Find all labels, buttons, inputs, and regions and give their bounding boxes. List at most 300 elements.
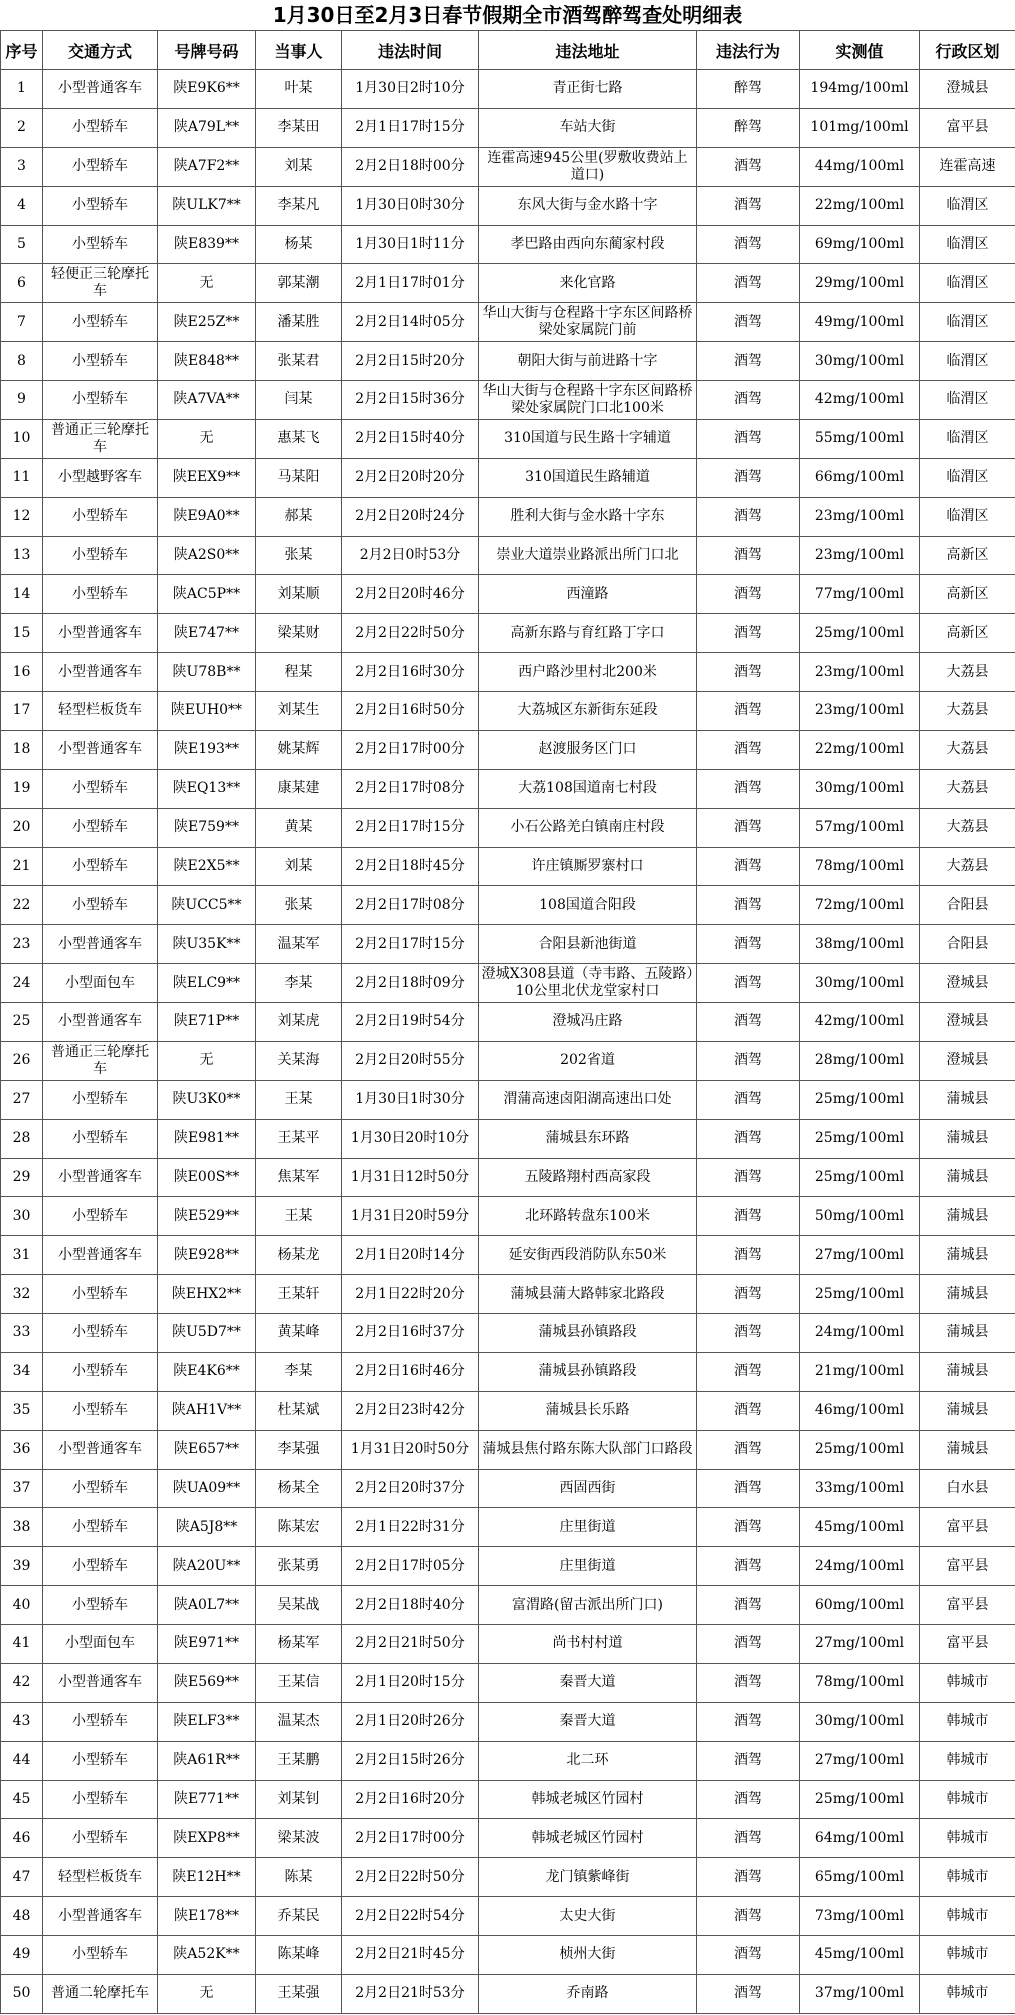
cell-vehicle-type	[43, 70, 158, 109]
cell-index: 3	[1, 147, 43, 186]
cell-district: 合阳县	[920, 886, 1015, 925]
cell-violation-address-text: 华山大街与仓程路十字东区间路桥梁处家属院门前	[482, 305, 693, 339]
table-row	[1, 1469, 1015, 1508]
cell-party: 王某平	[256, 1119, 342, 1158]
cell-vehicle-type-text: 小型轿车	[72, 119, 128, 136]
cell-plate-number: 陕E178**	[158, 1897, 256, 1936]
cell-party: 陈某峰	[256, 1936, 342, 1975]
page-title: 1月30日至2月3日春节假期全市酒驾醉驾查处明细表	[272, 3, 743, 27]
cell-violation-address	[479, 1780, 697, 1819]
cell-measured-value: 37mg/100ml	[800, 1974, 920, 2013]
cell-vehicle-type	[43, 1158, 158, 1197]
cell-violation-address-text: 澄城X308县道（寺韦路、五陵路）10公里北伏龙堂家村口	[481, 966, 694, 1000]
cell-violation-behavior: 醉驾	[697, 108, 800, 147]
cell-measured-value: 30mg/100ml	[800, 769, 920, 808]
table-row	[1, 1936, 1015, 1975]
cell-index: 39	[1, 1547, 43, 1586]
cell-violation-behavior: 酒驾	[697, 730, 800, 769]
cell-index: 30	[1, 1197, 43, 1236]
cell-measured-value: 60mg/100ml	[800, 1586, 920, 1625]
cell-vehicle-type-text: 普通正三轮摩托车	[51, 421, 149, 455]
cell-party: 王某	[256, 1197, 342, 1236]
cell-vehicle-type	[43, 730, 158, 769]
cell-party: 张某君	[256, 342, 342, 381]
cell-plate-number: 无	[158, 1041, 256, 1080]
cell-district: 临渭区	[920, 303, 1015, 342]
cell-violation-address	[479, 1663, 697, 1702]
cell-vehicle-type	[43, 1625, 158, 1664]
cell-vehicle-type-text: 小型轿车	[72, 158, 128, 175]
cell-violation-address	[479, 886, 697, 925]
cell-district: 临渭区	[920, 381, 1015, 420]
header-plate-number: 号牌号码	[158, 31, 256, 70]
cell-measured-value: 25mg/100ml	[800, 1780, 920, 1819]
table-row	[1, 1547, 1015, 1586]
cell-index: 46	[1, 1819, 43, 1858]
cell-vehicle-type	[43, 1314, 158, 1353]
cell-measured-value: 23mg/100ml	[800, 497, 920, 536]
cell-violation-address-text: 澄城冯庄路	[552, 1013, 623, 1030]
cell-vehicle-type-text: 小型轿车	[72, 1790, 128, 1807]
cell-violation-behavior: 酒驾	[697, 147, 800, 186]
cell-violation-time: 2月2日15时40分	[342, 419, 479, 458]
cell-party: 潘某胜	[256, 303, 342, 342]
cell-measured-value: 21mg/100ml	[800, 1352, 920, 1391]
cell-measured-value: 65mg/100ml	[800, 1858, 920, 1897]
cell-violation-behavior: 酒驾	[697, 808, 800, 847]
cell-party: 惠某飞	[256, 419, 342, 458]
cell-violation-address	[479, 1508, 697, 1547]
cell-party: 刘某	[256, 147, 342, 186]
table-row	[1, 342, 1015, 381]
cell-vehicle-type-text: 轻型栏板货车	[58, 1868, 142, 1885]
cell-violation-time: 2月2日22时50分	[342, 1858, 479, 1897]
cell-measured-value: 33mg/100ml	[800, 1469, 920, 1508]
cell-violation-time: 2月2日16时46分	[342, 1352, 479, 1391]
cell-measured-value: 23mg/100ml	[800, 653, 920, 692]
cell-vehicle-type	[43, 1430, 158, 1469]
cell-violation-behavior: 酒驾	[697, 1158, 800, 1197]
table-row	[1, 730, 1015, 769]
cell-vehicle-type-text: 小型轿车	[72, 1091, 128, 1108]
cell-violation-address	[479, 1974, 697, 2013]
cell-violation-time: 2月1日17时01分	[342, 264, 479, 303]
cell-plate-number: 陕E12H**	[158, 1858, 256, 1897]
header-party: 当事人	[256, 31, 342, 70]
cell-district: 蒲城县	[920, 1275, 1015, 1314]
cell-vehicle-type	[43, 1586, 158, 1625]
cell-district: 富平县	[920, 1625, 1015, 1664]
cell-violation-address-text: 龙门镇紫峰街	[545, 1868, 630, 1885]
cell-party: 姚某辉	[256, 730, 342, 769]
cell-vehicle-type	[43, 147, 158, 186]
cell-party: 张某	[256, 536, 342, 575]
cell-vehicle-type-text: 小型普通客车	[58, 1674, 142, 1691]
cell-measured-value: 69mg/100ml	[800, 225, 920, 264]
cell-measured-value: 57mg/100ml	[800, 808, 920, 847]
cell-party: 杨某龙	[256, 1236, 342, 1275]
cell-plate-number: 陕E4K6**	[158, 1352, 256, 1391]
cell-violation-address	[479, 381, 697, 420]
cell-violation-address	[479, 147, 697, 186]
cell-violation-address-text: 乔南路	[566, 1985, 609, 2002]
cell-violation-address-text: 西户路沙里村北200米	[518, 663, 657, 680]
cell-vehicle-type	[43, 1780, 158, 1819]
cell-party: 杨某	[256, 225, 342, 264]
cell-violation-address-text: 大荔城区东新街东延段	[517, 702, 658, 719]
cell-vehicle-type-text: 小型轿车	[72, 1324, 128, 1341]
cell-plate-number: 陕EEX9**	[158, 458, 256, 497]
header-vehicle-type: 交通方式	[43, 31, 158, 70]
cell-violation-address-text: 韩城老城区竹园村	[531, 1790, 644, 1807]
cell-district: 大荔县	[920, 653, 1015, 692]
cell-index: 42	[1, 1663, 43, 1702]
cell-vehicle-type	[43, 1547, 158, 1586]
cell-violation-behavior: 酒驾	[697, 536, 800, 575]
cell-party: 温某军	[256, 925, 342, 964]
cell-index: 21	[1, 847, 43, 886]
cell-violation-time: 2月2日17时08分	[342, 886, 479, 925]
cell-violation-address	[479, 1897, 697, 1936]
cell-violation-address	[479, 108, 697, 147]
table-row	[1, 225, 1015, 264]
cell-violation-address-text: 许庄镇厮罗寨村口	[531, 857, 644, 874]
cell-plate-number: 陕E529**	[158, 1197, 256, 1236]
table-header-row	[1, 31, 1015, 70]
cell-violation-time: 2月2日18时09分	[342, 964, 479, 1003]
cell-violation-time: 2月2日0时53分	[342, 536, 479, 575]
cell-violation-address-text: 富渭路(留古派出所门口)	[512, 1596, 663, 1613]
cell-violation-address	[479, 1702, 697, 1741]
cell-violation-address-text: 小石公路羌白镇南庄村段	[510, 819, 665, 836]
cell-party: 杜某斌	[256, 1391, 342, 1430]
cell-district: 蒲城县	[920, 1352, 1015, 1391]
table-row	[1, 381, 1015, 420]
cell-violation-behavior: 酒驾	[697, 1003, 800, 1042]
cell-vehicle-type-text: 轻便正三轮摩托车	[51, 266, 149, 300]
cell-violation-behavior: 酒驾	[697, 692, 800, 731]
cell-plate-number: 陕A5J8**	[158, 1508, 256, 1547]
table-row	[1, 847, 1015, 886]
cell-violation-time: 2月2日21时53分	[342, 1974, 479, 2013]
cell-plate-number: 陕U3K0**	[158, 1080, 256, 1119]
cell-violation-address	[479, 1391, 697, 1430]
cell-violation-time: 2月2日21时50分	[342, 1625, 479, 1664]
cell-plate-number: 陕E25Z**	[158, 303, 256, 342]
cell-violation-address-text: 蒲城县蒲大路韩家北路段	[510, 1285, 665, 1302]
cell-plate-number: 无	[158, 1974, 256, 2013]
cell-measured-value: 66mg/100ml	[800, 458, 920, 497]
cell-violation-address-text: 崇业大道崇业路派出所门口北	[496, 546, 679, 563]
cell-measured-value: 45mg/100ml	[800, 1508, 920, 1547]
cell-violation-time: 2月2日19时54分	[342, 1003, 479, 1042]
cell-plate-number: 陕E981**	[158, 1119, 256, 1158]
cell-vehicle-type	[43, 1352, 158, 1391]
cell-violation-address-text: 310国道与民生路十字辅道	[504, 430, 671, 447]
cell-violation-time: 2月1日22时31分	[342, 1508, 479, 1547]
cell-district: 蒲城县	[920, 1119, 1015, 1158]
cell-violation-address	[479, 964, 697, 1003]
cell-measured-value: 24mg/100ml	[800, 1314, 920, 1353]
cell-index: 12	[1, 497, 43, 536]
cell-party: 李某	[256, 1352, 342, 1391]
cell-index: 16	[1, 653, 43, 692]
cell-plate-number: 陕UA09**	[158, 1469, 256, 1508]
cell-vehicle-type	[43, 1897, 158, 1936]
cell-index: 7	[1, 303, 43, 342]
cell-district: 富平县	[920, 108, 1015, 147]
cell-violation-behavior: 酒驾	[697, 1391, 800, 1430]
table-row	[1, 264, 1015, 303]
cell-violation-address-text: 延安街西段消防队东50米	[508, 1246, 667, 1263]
cell-district: 蒲城县	[920, 1430, 1015, 1469]
cell-party: 王某轩	[256, 1275, 342, 1314]
cell-district: 连霍高速	[920, 147, 1015, 186]
cell-district: 韩城市	[920, 1974, 1015, 2013]
cell-measured-value: 42mg/100ml	[800, 381, 920, 420]
cell-vehicle-type	[43, 1663, 158, 1702]
table-row	[1, 1508, 1015, 1547]
cell-plate-number: 陕E928**	[158, 1236, 256, 1275]
cell-plate-number: 陕E00S**	[158, 1158, 256, 1197]
cell-party: 刘某	[256, 847, 342, 886]
header-violation-behavior: 违法行为	[697, 31, 800, 70]
cell-vehicle-type	[43, 1741, 158, 1780]
cell-violation-address	[479, 808, 697, 847]
cell-violation-time: 2月2日18时45分	[342, 847, 479, 886]
cell-district: 韩城市	[920, 1663, 1015, 1702]
cell-plate-number: 陕ELC9**	[158, 964, 256, 1003]
cell-violation-address	[479, 1080, 697, 1119]
cell-violation-time: 2月2日21时45分	[342, 1936, 479, 1975]
cell-measured-value: 30mg/100ml	[800, 1702, 920, 1741]
cell-violation-behavior: 酒驾	[697, 847, 800, 886]
table-row	[1, 1430, 1015, 1469]
cell-party: 刘某生	[256, 692, 342, 731]
cell-district: 临渭区	[920, 458, 1015, 497]
cell-vehicle-type	[43, 381, 158, 420]
cell-vehicle-type	[43, 108, 158, 147]
cell-plate-number: 陕E9A0**	[158, 497, 256, 536]
cell-vehicle-type	[43, 1702, 158, 1741]
cell-plate-number: 陕E9K6**	[158, 70, 256, 109]
cell-measured-value: 23mg/100ml	[800, 692, 920, 731]
cell-district: 蒲城县	[920, 1197, 1015, 1236]
cell-plate-number: 陕EUH0**	[158, 692, 256, 731]
cell-index: 5	[1, 225, 43, 264]
cell-violation-address	[479, 1197, 697, 1236]
cell-vehicle-type	[43, 419, 158, 458]
cell-index: 40	[1, 1586, 43, 1625]
cell-vehicle-type	[43, 1936, 158, 1975]
cell-violation-address-text: 蒲城县焦付路东陈大队部门口路段	[482, 1441, 693, 1458]
cell-district: 韩城市	[920, 1780, 1015, 1819]
cell-violation-address-text: 西固西街	[559, 1479, 616, 1496]
cell-violation-address-text: 连霍高速945公里(罗敷收费站上道口)	[487, 149, 688, 183]
cell-party: 李某强	[256, 1430, 342, 1469]
cell-measured-value: 45mg/100ml	[800, 1936, 920, 1975]
cell-violation-time: 2月2日15时26分	[342, 1741, 479, 1780]
cell-district: 蒲城县	[920, 1391, 1015, 1430]
cell-measured-value: 64mg/100ml	[800, 1819, 920, 1858]
cell-violation-time: 1月31日12时50分	[342, 1158, 479, 1197]
table-row	[1, 1314, 1015, 1353]
cell-violation-address	[479, 1819, 697, 1858]
cell-violation-address	[479, 1119, 697, 1158]
cell-district: 高新区	[920, 536, 1015, 575]
cell-district: 蒲城县	[920, 1236, 1015, 1275]
cell-violation-address-text: 赵渡服务区门口	[538, 741, 637, 758]
cell-party: 叶某	[256, 70, 342, 109]
cell-violation-address-text: 合阳县新池街道	[538, 935, 637, 952]
cell-violation-time: 2月2日14时05分	[342, 303, 479, 342]
cell-index: 37	[1, 1469, 43, 1508]
table-row	[1, 575, 1015, 614]
cell-index: 33	[1, 1314, 43, 1353]
table-row	[1, 808, 1015, 847]
cell-violation-time: 2月2日20时24分	[342, 497, 479, 536]
cell-vehicle-type	[43, 1508, 158, 1547]
cell-index: 15	[1, 614, 43, 653]
cell-violation-behavior: 酒驾	[697, 342, 800, 381]
cell-violation-time: 2月2日17时05分	[342, 1547, 479, 1586]
cell-district: 澄城县	[920, 1041, 1015, 1080]
table-row	[1, 886, 1015, 925]
cell-index: 34	[1, 1352, 43, 1391]
cell-measured-value: 73mg/100ml	[800, 1897, 920, 1936]
cell-vehicle-type-text: 小型轿车	[72, 1363, 128, 1380]
table-row	[1, 1741, 1015, 1780]
table-row	[1, 1080, 1015, 1119]
table-row	[1, 1586, 1015, 1625]
table-row	[1, 1780, 1015, 1819]
cell-party: 梁某波	[256, 1819, 342, 1858]
cell-violation-address-text: 大荔108国道南七村段	[518, 780, 657, 797]
cell-plate-number: 无	[158, 419, 256, 458]
cell-vehicle-type	[43, 614, 158, 653]
cell-vehicle-type-text: 小型轿车	[72, 1557, 128, 1574]
cell-violation-behavior: 酒驾	[697, 769, 800, 808]
cell-plate-number: 陕E657**	[158, 1430, 256, 1469]
cell-violation-behavior: 酒驾	[697, 1236, 800, 1275]
cell-violation-behavior: 酒驾	[697, 1936, 800, 1975]
cell-violation-address	[479, 614, 697, 653]
cell-violation-address	[479, 847, 697, 886]
cell-violation-behavior: 酒驾	[697, 964, 800, 1003]
cell-violation-time: 2月2日20时20分	[342, 458, 479, 497]
cell-party: 李某凡	[256, 186, 342, 225]
cell-violation-time: 2月1日20时14分	[342, 1236, 479, 1275]
cell-index: 25	[1, 1003, 43, 1042]
cell-vehicle-type	[43, 342, 158, 381]
cell-district: 临渭区	[920, 342, 1015, 381]
cell-violation-address	[479, 1625, 697, 1664]
table-row	[1, 70, 1015, 109]
cell-measured-value: 101mg/100ml	[800, 108, 920, 147]
cell-vehicle-type	[43, 575, 158, 614]
cell-measured-value: 38mg/100ml	[800, 925, 920, 964]
cell-vehicle-type-text: 小型轿车	[72, 819, 128, 836]
cell-violation-behavior: 酒驾	[697, 1663, 800, 1702]
cell-plate-number: 陕E71P**	[158, 1003, 256, 1042]
cell-violation-time: 1月30日0时30分	[342, 186, 479, 225]
cell-vehicle-type-text: 小型轿车	[72, 352, 128, 369]
cell-district: 韩城市	[920, 1741, 1015, 1780]
cell-plate-number: 陕EQ13**	[158, 769, 256, 808]
cell-violation-behavior: 酒驾	[697, 575, 800, 614]
cell-district: 富平县	[920, 1586, 1015, 1625]
cell-vehicle-type-text: 小型轿车	[72, 1285, 128, 1302]
table-row	[1, 1352, 1015, 1391]
cell-vehicle-type-text: 小型越野客车	[58, 469, 142, 486]
cell-violation-behavior: 酒驾	[697, 886, 800, 925]
cell-party: 王某	[256, 1080, 342, 1119]
cell-violation-address	[479, 1741, 697, 1780]
cell-violation-address-text: 庄里街道	[559, 1557, 616, 1574]
cell-violation-address-text: 蒲城县孙镇路段	[538, 1363, 637, 1380]
cell-violation-time: 1月30日2时10分	[342, 70, 479, 109]
cell-vehicle-type	[43, 653, 158, 692]
cell-vehicle-type-text: 小型轿车	[72, 197, 128, 214]
header-violation-address: 违法地址	[479, 31, 697, 70]
cell-index: 2	[1, 108, 43, 147]
cell-index: 19	[1, 769, 43, 808]
header-violation-time: 违法时间	[342, 31, 479, 70]
cell-index: 26	[1, 1041, 43, 1080]
cell-measured-value: 78mg/100ml	[800, 1663, 920, 1702]
table-row	[1, 1897, 1015, 1936]
cell-plate-number: 陕A61R**	[158, 1741, 256, 1780]
cell-violation-address	[479, 225, 697, 264]
cell-measured-value: 46mg/100ml	[800, 1391, 920, 1430]
table-row	[1, 497, 1015, 536]
cell-district: 临渭区	[920, 225, 1015, 264]
cell-party: 张某勇	[256, 1547, 342, 1586]
cell-district: 高新区	[920, 614, 1015, 653]
cell-index: 50	[1, 1974, 43, 2013]
cell-vehicle-type	[43, 303, 158, 342]
cell-violation-address-text: 韩城老城区竹园村	[531, 1829, 644, 1846]
cell-violation-behavior: 酒驾	[697, 1275, 800, 1314]
cell-measured-value: 30mg/100ml	[800, 342, 920, 381]
cell-vehicle-type-text: 轻型栏板货车	[58, 702, 142, 719]
cell-index: 24	[1, 964, 43, 1003]
cell-plate-number: 无	[158, 264, 256, 303]
cell-violation-address	[479, 1430, 697, 1469]
cell-violation-behavior: 酒驾	[697, 1858, 800, 1897]
cell-violation-behavior: 酒驾	[697, 419, 800, 458]
cell-measured-value: 55mg/100ml	[800, 419, 920, 458]
cell-measured-value: 22mg/100ml	[800, 730, 920, 769]
cell-plate-number: 陕ELF3**	[158, 1702, 256, 1741]
cell-violation-address	[479, 1352, 697, 1391]
cell-measured-value: 23mg/100ml	[800, 536, 920, 575]
cell-plate-number: 陕A7VA**	[158, 381, 256, 420]
cell-district: 大荔县	[920, 769, 1015, 808]
cell-index: 11	[1, 458, 43, 497]
cell-measured-value: 72mg/100ml	[800, 886, 920, 925]
cell-violation-address-text: 北环路转盘东100米	[525, 1207, 650, 1224]
cell-violation-address-text: 车站大街	[559, 119, 616, 136]
cell-measured-value: 77mg/100ml	[800, 575, 920, 614]
cell-violation-time: 2月2日22时50分	[342, 614, 479, 653]
header-district: 行政区划	[920, 31, 1015, 70]
cell-violation-address-text: 庄里街道	[559, 1518, 616, 1535]
cell-violation-address-text: 108国道合阳段	[539, 896, 636, 913]
cell-index: 31	[1, 1236, 43, 1275]
cell-district: 临渭区	[920, 264, 1015, 303]
table-row	[1, 1663, 1015, 1702]
